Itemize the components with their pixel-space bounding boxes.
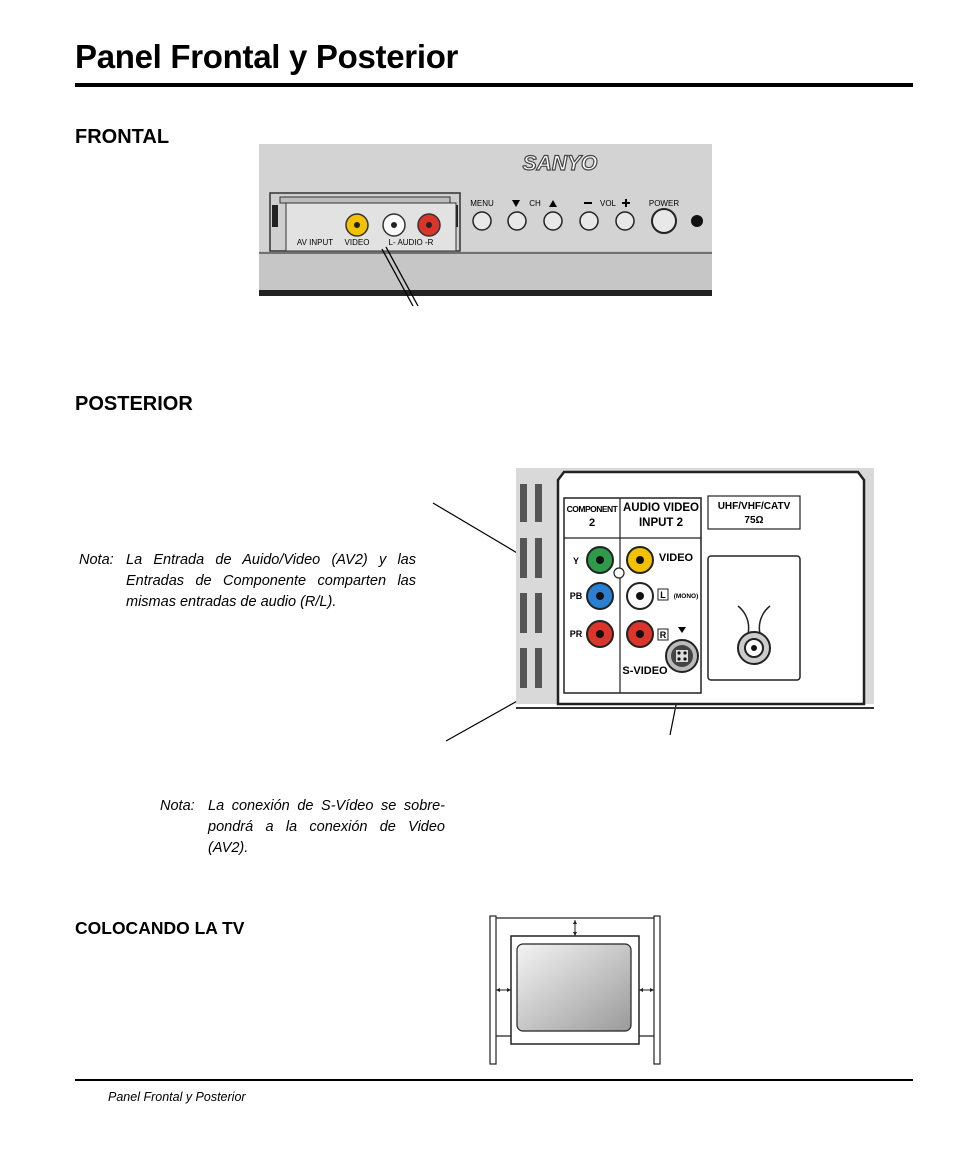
r-label: R [659,630,667,640]
colocando-heading: COLOCANDO LA TV [75,918,245,938]
ch-up-button[interactable] [544,212,562,230]
front-video-label: VIDEO [344,238,370,247]
tv-placement-illustration [487,914,663,1066]
note-body: La conexión de S-Vídeo se sobre-pondrá a la conexión de Video (AV2). [208,798,445,856]
av-input-label: AV INPUT [296,238,334,247]
power-label: POWER [648,199,680,208]
note-audio-shared [79,550,416,613]
power-indicator [691,215,703,227]
frontal-heading: FRONTAL [75,126,170,148]
av2-audio-l-jack [627,583,653,609]
component-label: COMPONENT [566,504,618,514]
ch-down-button[interactable] [508,212,526,230]
av2-audio-r-jack [627,621,653,647]
mono-label: (MONO) [673,593,699,600]
title-rule [75,83,913,87]
front-audio-l-jack [383,214,405,236]
front-audio-label: L- AUDIO -R [388,238,434,247]
av2-video-jack [627,547,653,573]
brand-logo: SANYO [522,152,598,175]
front-panel-illustration [258,143,714,308]
rear-panel-illustration [516,468,874,716]
vol-up-button[interactable] [616,212,634,230]
l-label: L [660,590,666,600]
menu-label: MENU [470,199,494,208]
pb-label: PB [569,591,583,601]
posterior-heading: POSTERIOR [75,393,193,415]
vol-minus-icon [584,202,592,204]
note-svideo [160,796,445,859]
svideo-label: S-VIDEO [622,665,668,677]
note-prefix: Nota: [79,552,114,568]
component-number: 2 [588,517,596,529]
vol-down-button[interactable] [580,212,598,230]
component-pb-jack [587,583,613,609]
input2-label: INPUT 2 [638,517,684,529]
note-prefix: Nota: [160,798,195,814]
y-label: Y [572,556,580,566]
footer-text: Panel Frontal y Posterior [108,1090,246,1104]
vol-label: VOL [599,199,617,208]
menu-button[interactable] [473,212,491,230]
pr-label: PR [569,629,583,639]
av2-video-label: VIDEO [658,552,694,564]
uhf-label: UHF/VHF/CATV [717,501,791,512]
page-title: Panel Frontal y Posterior [75,38,459,75]
note-body: La Entrada de Auido/Video (AV2) y las Entradas de Componente comparten las mismas entradas de audio (R/L). [126,552,416,610]
svideo-jack [666,640,698,672]
component-pr-jack [587,621,613,647]
footer-rule [75,1079,913,1081]
front-audio-r-jack [418,214,440,236]
audio-video-label: AUDIO VIDEO [622,502,700,514]
power-button[interactable] [652,209,676,233]
ch-label: CH [529,199,541,208]
component-y-jack [587,547,613,573]
front-video-jack [346,214,368,236]
ohm-label: 75Ω [744,515,764,526]
